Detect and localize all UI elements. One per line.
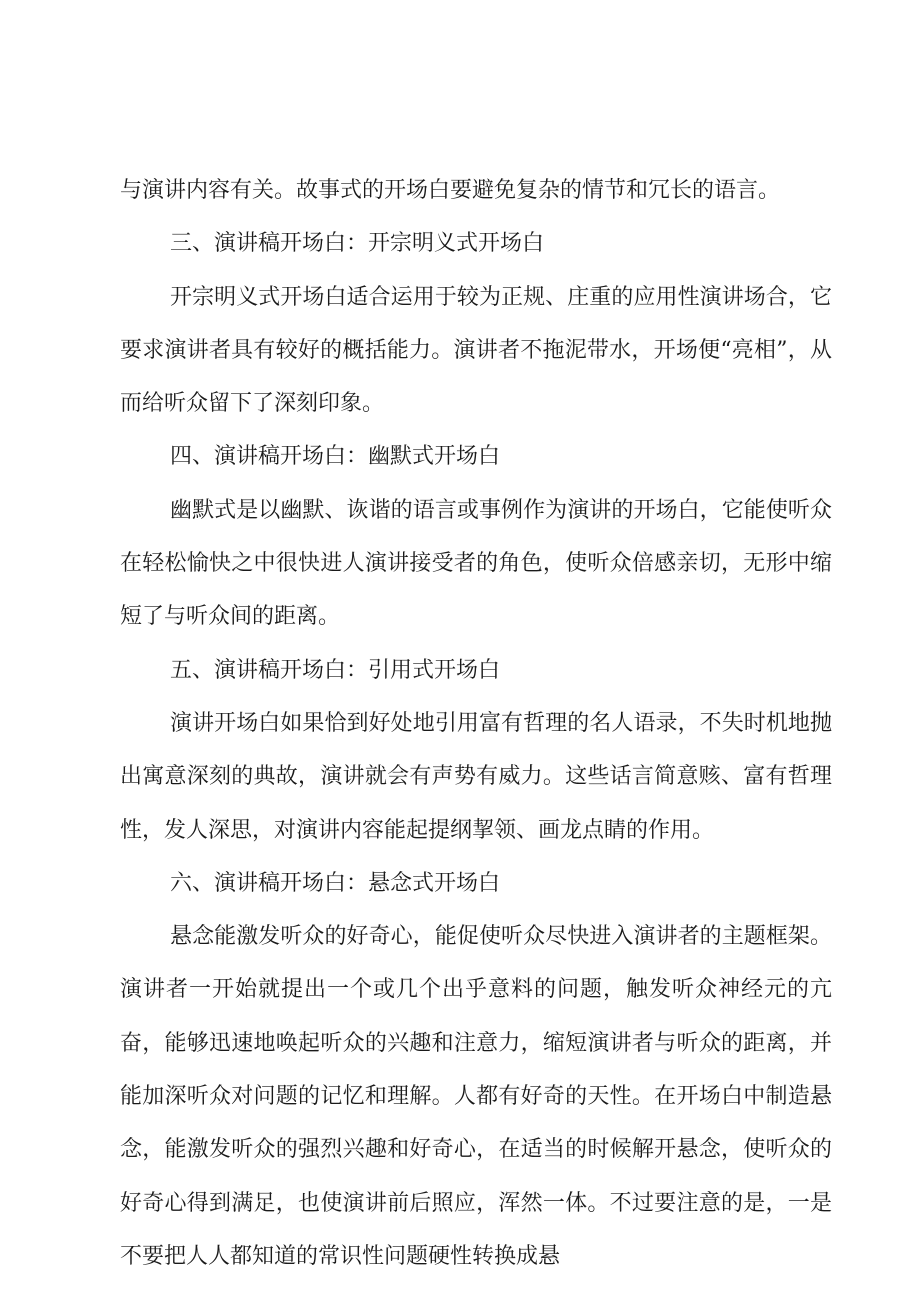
section-heading-5: 五、演讲稿开场白：引用式开场白 xyxy=(170,657,501,683)
paragraph-section-6: 悬念能激发听众的好奇心，能促使听众尽快进入演讲者的主题框架。演讲者一开始就提出一个或几个出乎意料的问题，触发听众神经元的亢奋，能够迅速地唤起听众的兴趣和注意力，缩短演讲者与听众的距离，并能加深听众对问题的记忆和理解。人都有好奇的天性。在开场白中制造悬念，能激发听众的强烈兴趣和好奇心，在适当的时候解开悬念，使听众的好奇心得到满足，也使演讲前后照应，浑然一体。不过要注意的是，一是不要把人人都知道的常识性问题硬性转换成悬 xyxy=(120,924,832,1269)
section-heading-3: 三、演讲稿开场白：开宗明义式开场白 xyxy=(170,231,545,257)
paragraph-section-5: 演讲开场白如果恰到好处地引用富有哲理的名人语录，不失时机地抛出寓意深刻的典故，演讲就会有声势有威力。这些话言简意赅、富有哲理性，发人深思，对演讲内容能起提纲挈领、画龙点睛的作用。 xyxy=(120,710,832,843)
section-heading-6: 六、演讲稿开场白：悬念式开场白 xyxy=(170,870,501,896)
section-heading-4: 四、演讲稿开场白：幽默式开场白 xyxy=(170,444,501,470)
paragraph-section-4: 幽默式是以幽默、诙谐的语言或事例作为演讲的开场白，它能使听众在轻松愉快之中很快进人演讲接受者的角色，使听众倍感亲切，无形中缩短了与听众间的距离。 xyxy=(120,497,832,630)
document-body xyxy=(120,164,832,1283)
paragraph-continuation: 与演讲内容有关。故事式的开场白要避免复杂的情节和冗长的语言。 xyxy=(120,178,781,203)
paragraph-section-3: 开宗明义式开场白适合运用于较为正规、庄重的应用性演讲场合，它要求演讲者具有较好的概括能力。演讲者不拖泥带水，开场便“亮相”，从而给听众留下了深刻印象。 xyxy=(120,284,832,417)
